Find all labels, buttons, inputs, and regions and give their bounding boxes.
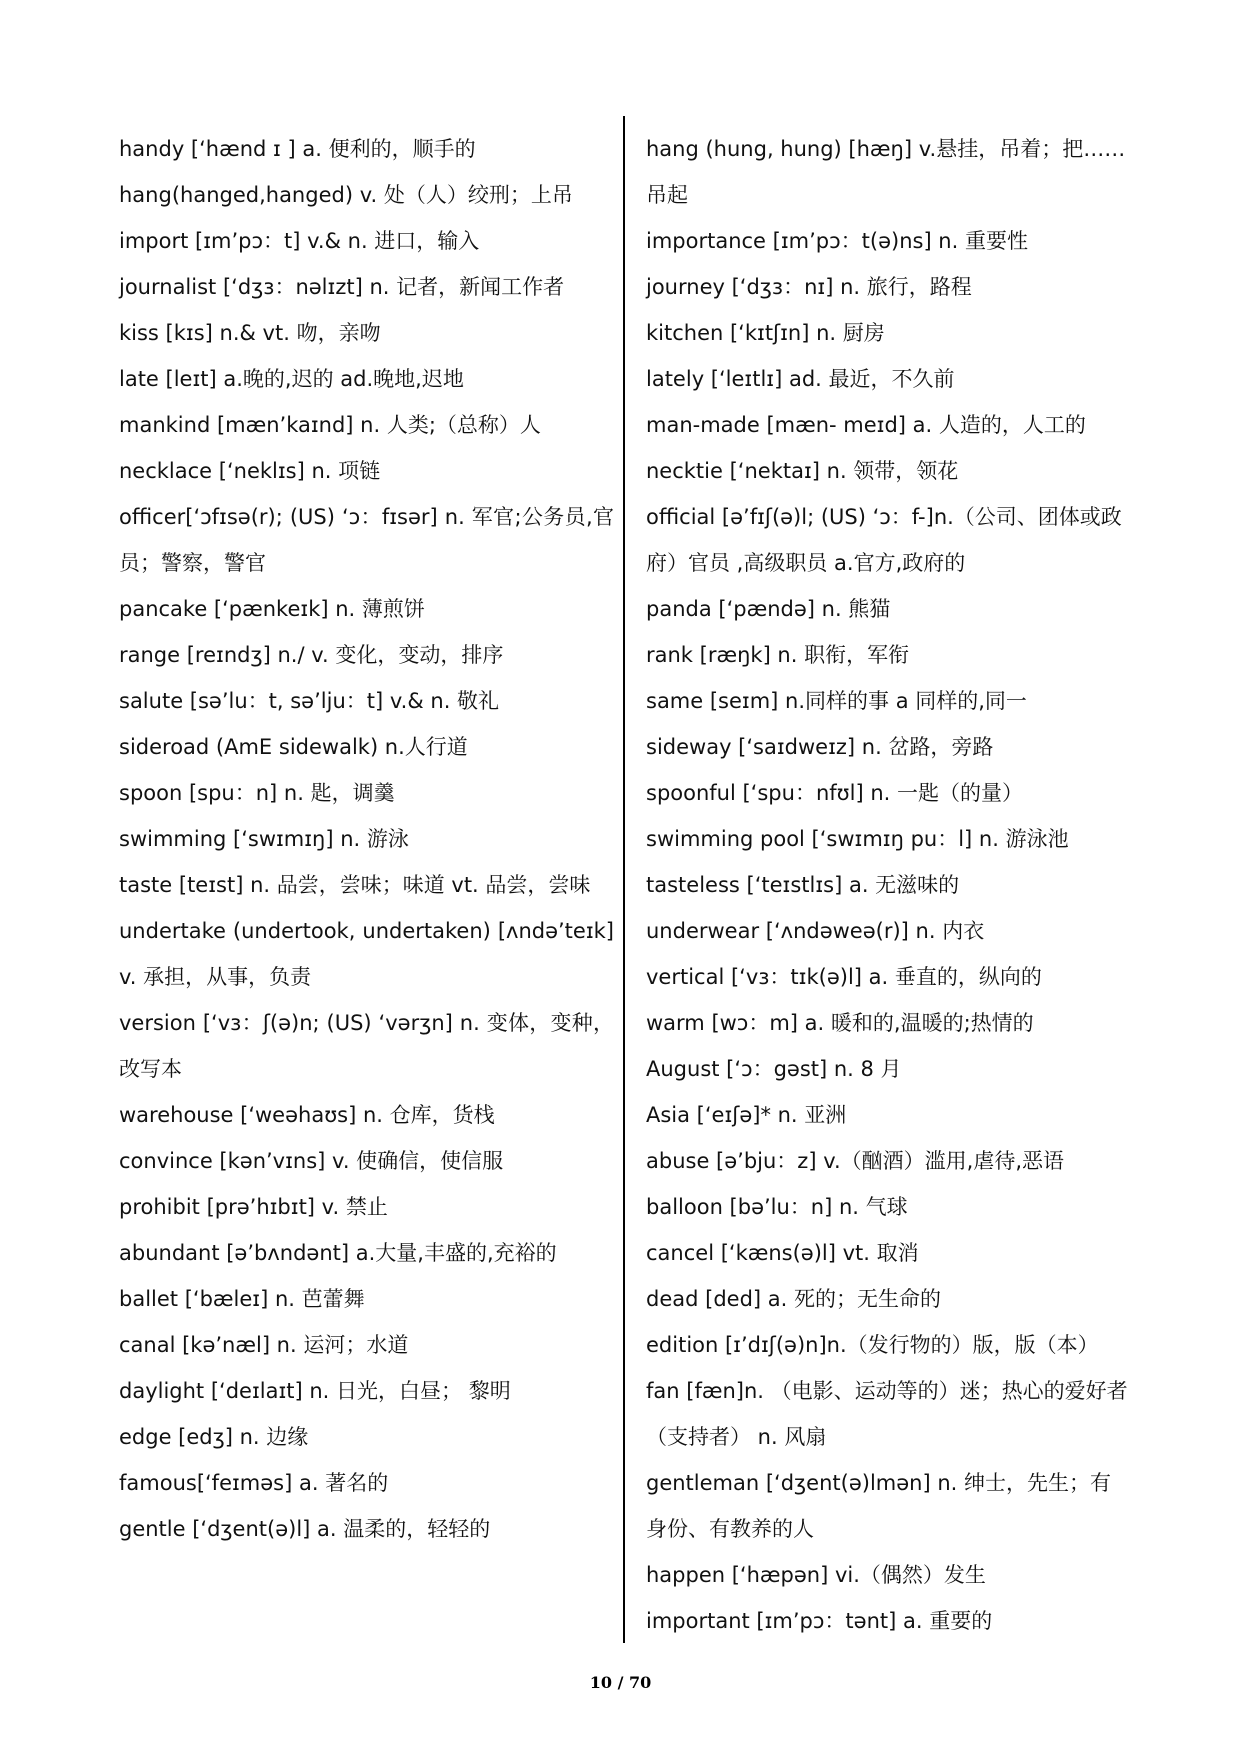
vocab-entry: range [reɪndʒ] n./ v. 变化，变动，排序 <box>119 643 504 667</box>
vocab-entry: rank [ræŋk] n. 职衔，军衔 <box>646 643 910 667</box>
vocab-entry: handy [‘hænd ɪ ] a. 便利的，顺手的 <box>119 137 476 161</box>
vocab-entry: pancake [‘pænkeɪk] n. 薄煎饼 <box>119 597 425 621</box>
vocab-entry: panda [‘pændə] n. 熊猫 <box>646 597 891 621</box>
vocab-entry: edition [ɪ’dɪʃ(ə)n]n.（发行物的）版，版（本） <box>646 1333 1099 1357</box>
vocab-entry: edge [edʒ] n. 边缘 <box>119 1425 309 1449</box>
vocab-entry: gentle [‘dʒent(ə)l] a. 温柔的，轻轻的 <box>119 1517 491 1541</box>
vocab-entry: undertake (undertook, undertaken) [ʌndə’teɪk] v. 承担，从事，负责 <box>119 919 614 989</box>
vocab-entry: fan [fæn]n. （电影、运动等的）迷；热心的爱好者（支持者） n. 风扇 <box>646 1379 1128 1449</box>
vocab-entry: dead [ded] a. 死的；无生命的 <box>646 1287 941 1311</box>
vocab-entry: hang (hung, hung) [hæŋ] v.悬挂，吊着；把……吊起 <box>646 137 1126 207</box>
column-divider <box>623 116 625 1643</box>
vocab-entry: salute [sə’lu：t, sə’lju：t] v.& n. 敬礼 <box>119 689 500 713</box>
vocab-entry: famous[‘feɪməs] a. 著名的 <box>119 1471 389 1495</box>
vocab-entry: importance [ɪm’pɔ：t(ə)ns] n. 重要性 <box>646 229 1028 253</box>
vocab-entry: late [leɪt] a.晚的,迟的 ad.晚地,迟地 <box>119 367 464 391</box>
vocab-entry: prohibit [prə’hɪbɪt] v. 禁止 <box>119 1195 388 1219</box>
vocab-entry: Asia [‘eɪʃə]* n. 亚洲 <box>646 1103 847 1127</box>
vocab-entry: sideroad (AmE sidewalk) n.人行道 <box>119 735 468 759</box>
vocab-entry: journey [‘dʒɜ：nɪ] n. 旅行，路程 <box>646 275 972 299</box>
vocab-entry: necklace [‘neklɪs] n. 项链 <box>119 459 381 483</box>
vocab-entry: taste [teɪst] n. 品尝，尝味；味道 vt. 品尝，尝味 <box>119 873 591 897</box>
vocab-entry: August [‘ɔ：gəst] n. 8 月 <box>646 1057 902 1081</box>
vocab-entry: canal [kə’næl] n. 运河；水道 <box>119 1333 409 1357</box>
vocab-entry: lately [‘leɪtlɪ] ad. 最近，不久前 <box>646 367 955 391</box>
page-number: 10 / 70 <box>589 1673 652 1692</box>
vocab-entry: man-made [mæn- meɪd] a. 人造的，人工的 <box>646 413 1086 437</box>
vocab-entry: version [‘vɜ：ʃ(ə)n; (US) ‘vərʒn] n. 变体，变种，改写本 <box>119 1011 614 1081</box>
vocab-entry: abuse [ə’bju：z] v.（酗酒）滥用,虐待,恶语 <box>646 1149 1065 1173</box>
vocab-entry: journalist [‘dʒɜ：nəlɪzt] n. 记者，新闻工作者 <box>119 275 565 299</box>
vocab-entry: mankind [mæn’kaɪnd] n. 人类;（总称）人 <box>119 413 541 437</box>
right-column <box>646 126 1130 1644</box>
vocab-entry: daylight [‘deɪlaɪt] n. 日光，白昼； 黎明 <box>119 1379 511 1403</box>
left-column <box>119 126 614 1552</box>
vocab-entry: kiss [kɪs] n.& vt. 吻，亲吻 <box>119 321 381 345</box>
vocab-entry: ballet [‘bæleɪ] n. 芭蕾舞 <box>119 1287 365 1311</box>
vocab-entry: warehouse [‘weəhaʊs] n. 仓库，货栈 <box>119 1103 495 1127</box>
vocab-entry: sideway [‘saɪdweɪz] n. 岔路，旁路 <box>646 735 994 759</box>
vocab-entry: import [ɪm’pɔ：t] v.& n. 进口，输入 <box>119 229 480 253</box>
vocab-entry: kitchen [‘kɪtʃɪn] n. 厨房 <box>646 321 885 345</box>
vocab-entry: officer[‘ɔfɪsə(r); (US) ‘ɔ：fɪsər] n. 军官;公务员,官员；警察，警官 <box>119 505 614 575</box>
vocab-entry: swimming [‘swɪmɪŋ] n. 游泳 <box>119 827 409 851</box>
vocab-entry: balloon [bə’lu：n] n. 气球 <box>646 1195 908 1219</box>
vocab-entry: spoonful [‘spu：nfʊl] n. 一匙（的量） <box>646 781 1023 805</box>
vocab-entry: spoon [spu：n] n. 匙，调羹 <box>119 781 395 805</box>
vocab-entry: necktie [‘nektaɪ] n. 领带，领花 <box>646 459 959 483</box>
vocab-entry: happen [‘hæpən] vi.（偶然）发生 <box>646 1563 986 1587</box>
vocab-entry: underwear [‘ʌndəweə(r)] n. 内衣 <box>646 919 985 943</box>
vocab-entry: vertical [‘vɜ：tɪk(ə)l] a. 垂直的，纵向的 <box>646 965 1042 989</box>
vocab-entry: hang(hanged,hanged) v. 处（人）绞刑；上吊 <box>119 183 573 207</box>
vocab-entry: tasteless [‘teɪstlɪs] a. 无滋味的 <box>646 873 960 897</box>
vocab-entry: cancel [‘kæns(ə)l] vt. 取消 <box>646 1241 919 1265</box>
vocab-entry: official [ə’fɪʃ(ə)l; (US) ‘ɔ：f-]n.（公司、团体或政府）官员 ,高级职员 a.官方,政府的 <box>646 505 1122 575</box>
vocab-entry: gentleman [‘dʒent(ə)lmən] n. 绅士，先生；有身份、有教养的人 <box>646 1471 1112 1541</box>
vocab-entry: convince [kən’vɪns] v. 使确信，使信服 <box>119 1149 504 1173</box>
vocab-entry: important [ɪm’pɔ：tənt] a. 重要的 <box>646 1609 993 1633</box>
vocab-entry: warm [wɔ：m] a. 暖和的,温暖的;热情的 <box>646 1011 1034 1035</box>
vocab-entry: swimming pool [‘swɪmɪŋ pu：l] n. 游泳池 <box>646 827 1069 851</box>
vocab-entry: abundant [ə’bʌndənt] a.大量,丰盛的,充裕的 <box>119 1241 557 1265</box>
vocab-entry: same [seɪm] n.同样的事 a 同样的,同一 <box>646 689 1027 713</box>
